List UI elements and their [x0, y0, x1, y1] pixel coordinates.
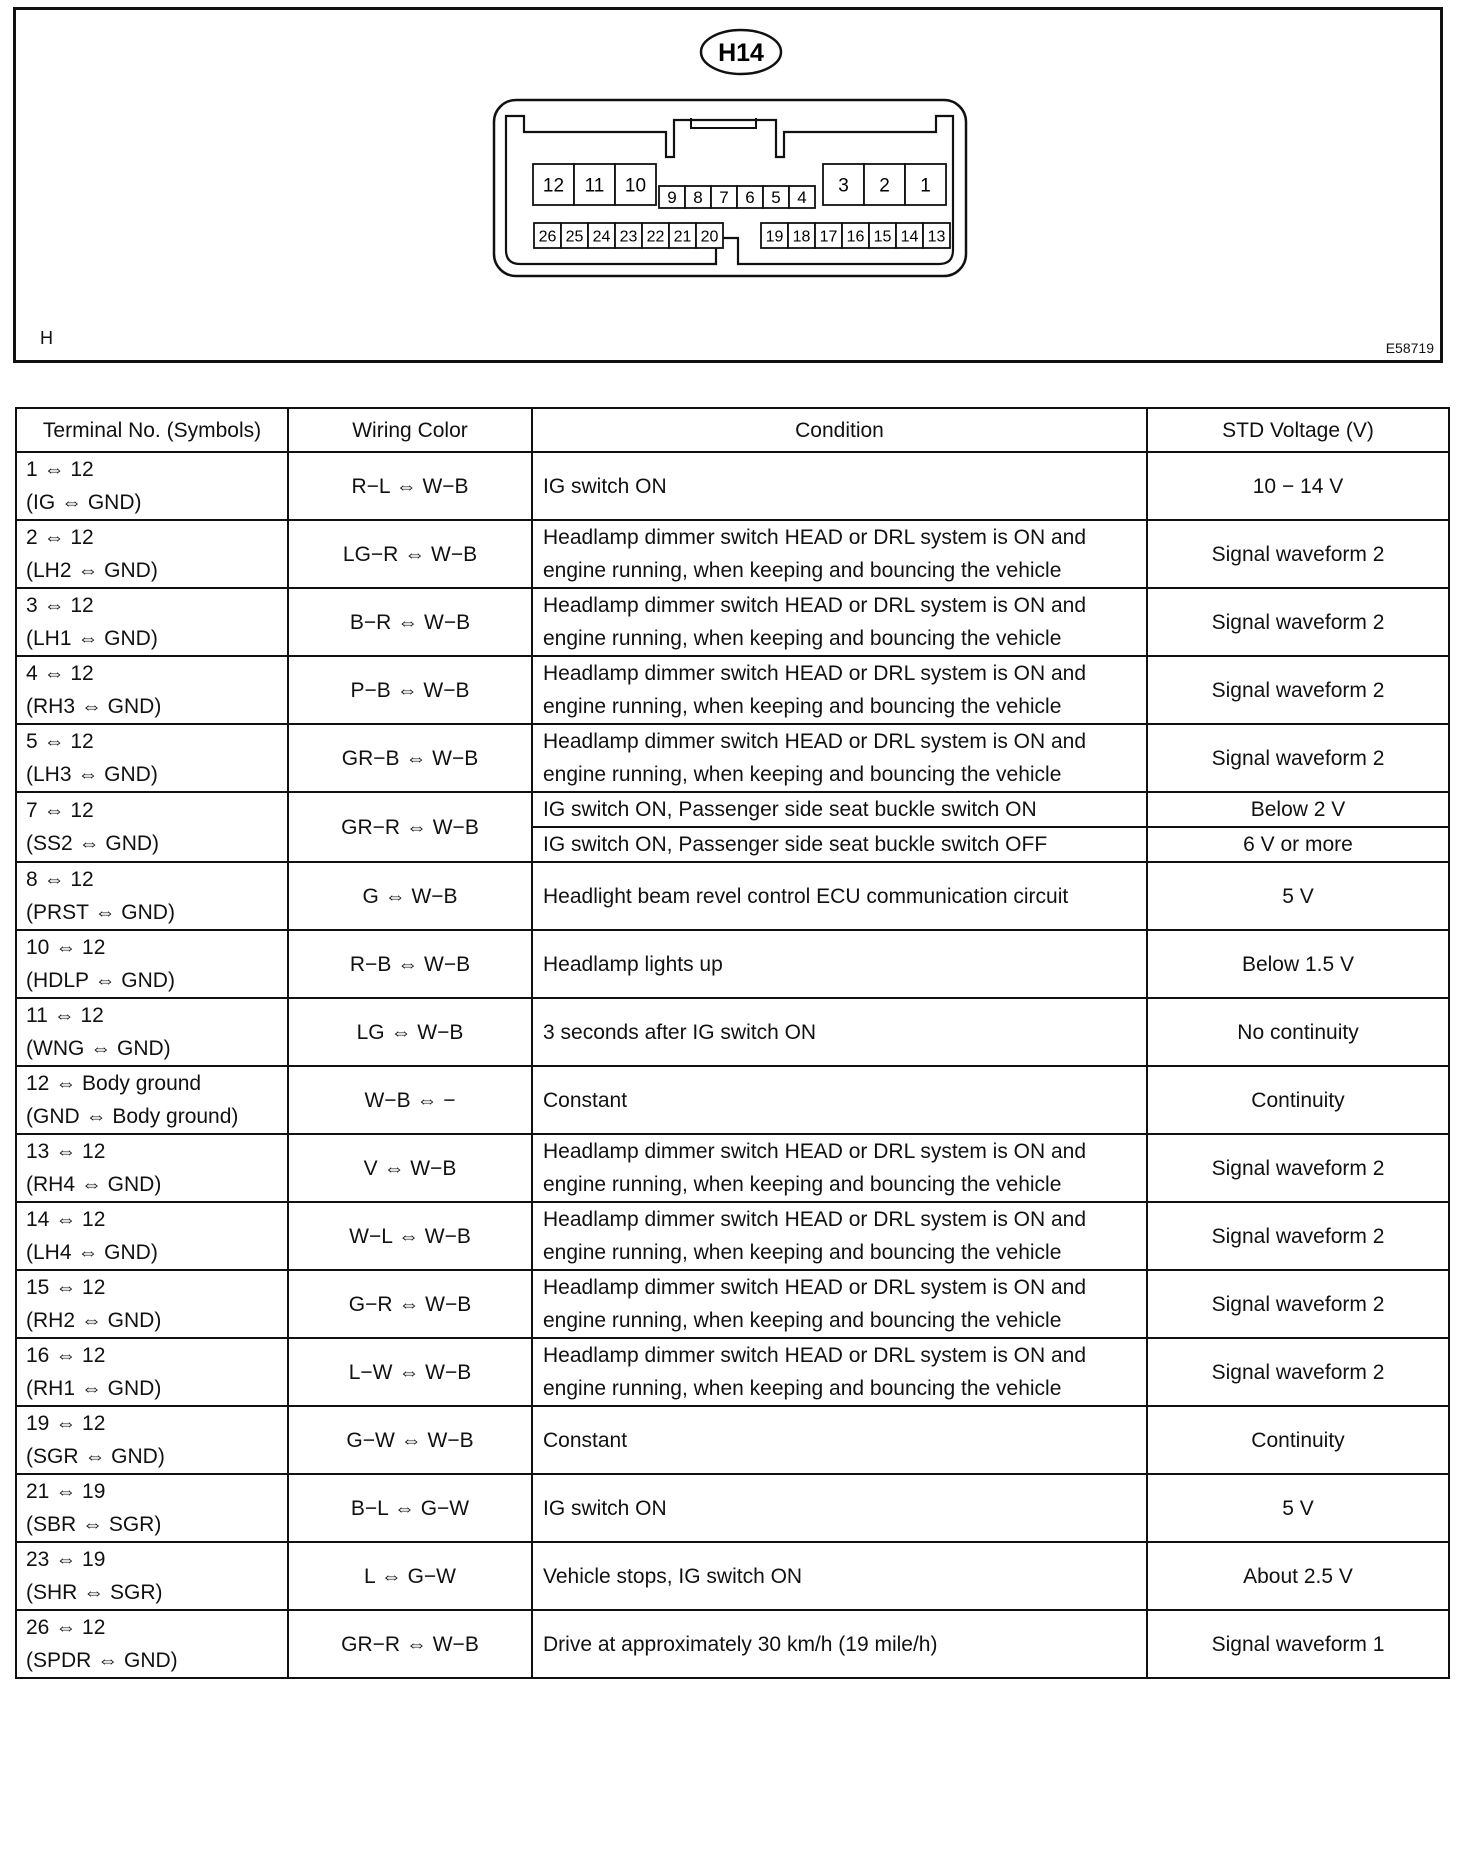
connector-drawing: [16, 10, 1446, 366]
table-body: [16, 452, 1449, 1678]
terminal-pins: 14 ⇔ 12: [26, 1208, 106, 1231]
voltage-cell: 6 V or more: [1147, 827, 1449, 862]
terminal-pins: 1 ⇔ 12: [26, 458, 94, 481]
table-row: [16, 1270, 1449, 1338]
wiring-color-cell: B−R ⇔ W−B: [288, 588, 532, 656]
terminal-cell: [16, 452, 288, 520]
terminal-pins: 15 ⇔ 12: [26, 1276, 106, 1299]
condition-cell: Constant: [532, 1066, 1147, 1134]
condition-cell: IG switch ON, Passenger side seat buckle switch ON: [532, 792, 1147, 827]
pin-number: 14: [900, 228, 919, 246]
table-header-row: [16, 408, 1449, 452]
terminal-cell: [16, 1338, 288, 1406]
wiring-color-cell: GR−B ⇔ W−B: [288, 724, 532, 792]
terminal-symbols: (RH2 ⇔ GND): [26, 1309, 162, 1332]
pin-number: 9: [667, 188, 677, 208]
table-row: [16, 1542, 1449, 1610]
condition-cell: Headlamp lights up: [532, 930, 1147, 998]
condition-cell: Headlamp dimmer switch HEAD or DRL system is ON and engine running, when keeping and bouncing the vehicle: [532, 588, 1147, 656]
header-std-voltage: STD Voltage (V): [1147, 408, 1449, 452]
pin-number: 13: [927, 228, 946, 246]
pin-number: 25: [565, 228, 584, 246]
wiring-color-cell: W−L ⇔ W−B: [288, 1202, 532, 1270]
terminal-pins: 5 ⇔ 12: [26, 730, 94, 753]
wiring-color-cell: LG ⇔ W−B: [288, 998, 532, 1066]
terminal-pins: 13 ⇔ 12: [26, 1140, 106, 1163]
condition-cell: Headlamp dimmer switch HEAD or DRL system is ON and engine running, when keeping and bouncing the vehicle: [532, 1338, 1147, 1406]
terminal-cell: [16, 998, 288, 1066]
voltage-cell: Continuity: [1147, 1066, 1449, 1134]
pin-number: 3: [838, 175, 849, 197]
voltage-cell: Below 1.5 V: [1147, 930, 1449, 998]
terminal-table: [15, 407, 1450, 1679]
table-row: [16, 930, 1449, 998]
wiring-color-cell: P−B ⇔ W−B: [288, 656, 532, 724]
connector-diagram: [13, 7, 1443, 363]
wiring-color-cell: W−B ⇔ −: [288, 1066, 532, 1134]
condition-cell: Headlamp dimmer switch HEAD or DRL system is ON and engine running, when keeping and bouncing the vehicle: [532, 520, 1147, 588]
pin-number: 5: [771, 188, 781, 208]
condition-cell: Headlamp dimmer switch HEAD or DRL system is ON and engine running, when keeping and bouncing the vehicle: [532, 724, 1147, 792]
wiring-color-cell: LG−R ⇔ W−B: [288, 520, 532, 588]
terminal-cell: [16, 1066, 288, 1134]
header-condition: Condition: [532, 408, 1147, 452]
terminal-pins: 10 ⇔ 12: [26, 936, 106, 959]
terminal-symbols: (SHR ⇔ SGR): [26, 1581, 163, 1604]
voltage-cell: Signal waveform 2: [1147, 656, 1449, 724]
wiring-color-cell: R−B ⇔ W−B: [288, 930, 532, 998]
header-terminal: Terminal No. (Symbols): [16, 408, 288, 452]
terminal-cell: [16, 930, 288, 998]
terminal-symbols: (LH4 ⇔ GND): [26, 1241, 158, 1264]
terminal-symbols: (SGR ⇔ GND): [26, 1445, 165, 1468]
terminal-pins: 16 ⇔ 12: [26, 1344, 106, 1367]
wiring-color-cell: G−R ⇔ W−B: [288, 1270, 532, 1338]
table-row: [16, 1474, 1449, 1542]
voltage-cell: 5 V: [1147, 1474, 1449, 1542]
wiring-color-cell: GR−R ⇔ W−B: [288, 1610, 532, 1678]
pin-number: 7: [719, 188, 729, 208]
pin-number: 22: [646, 228, 665, 246]
pin-number: 12: [542, 175, 565, 197]
terminal-pins: 8 ⇔ 12: [26, 868, 94, 891]
pin-number: 24: [592, 228, 611, 246]
condition-cell: Headlight beam revel control ECU communication circuit: [532, 862, 1147, 930]
terminal-symbols: (LH2 ⇔ GND): [26, 559, 158, 582]
terminal-symbols: (LH3 ⇔ GND): [26, 763, 158, 786]
table-row: [16, 1406, 1449, 1474]
pin-number: 21: [673, 228, 692, 246]
wiring-color-cell: G ⇔ W−B: [288, 862, 532, 930]
voltage-cell: Signal waveform 2: [1147, 520, 1449, 588]
terminal-symbols: (SPDR ⇔ GND): [26, 1649, 178, 1672]
table-row: [16, 1134, 1449, 1202]
table-row: [16, 1066, 1449, 1134]
condition-cell: IG switch ON, Passenger side seat buckle switch OFF: [532, 827, 1147, 862]
terminal-symbols: (HDLP ⇔ GND): [26, 969, 175, 992]
pin-number: 11: [584, 175, 605, 197]
table-row: [16, 1338, 1449, 1406]
terminal-symbols: (SS2 ⇔ GND): [26, 832, 160, 855]
voltage-cell: 5 V: [1147, 862, 1449, 930]
voltage-cell: Signal waveform 1: [1147, 1610, 1449, 1678]
figure-id: E58719: [1385, 340, 1434, 356]
table-row: [16, 452, 1449, 520]
voltage-cell: Signal waveform 2: [1147, 724, 1449, 792]
condition-cell: IG switch ON: [532, 1474, 1147, 1542]
terminal-symbols: (RH1 ⇔ GND): [26, 1377, 162, 1400]
connector-label: H14: [718, 39, 764, 67]
wiring-color-cell: R−L ⇔ W−B: [288, 452, 532, 520]
voltage-cell: Signal waveform 2: [1147, 1270, 1449, 1338]
wiring-color-cell: L−W ⇔ W−B: [288, 1338, 532, 1406]
condition-cell: Headlamp dimmer switch HEAD or DRL system is ON and engine running, when keeping and bouncing the vehicle: [532, 656, 1147, 724]
terminal-pins: 7 ⇔ 12: [26, 799, 94, 822]
terminal-pins: 19 ⇔ 12: [26, 1412, 106, 1435]
table-row: [16, 792, 1449, 827]
pin-number: 23: [619, 228, 638, 246]
terminal-cell: [16, 588, 288, 656]
table-row: [16, 724, 1449, 792]
voltage-cell: About 2.5 V: [1147, 1542, 1449, 1610]
pin-number: 10: [624, 175, 647, 197]
terminal-cell: [16, 1134, 288, 1202]
terminal-cell: [16, 1474, 288, 1542]
condition-cell: IG switch ON: [532, 452, 1147, 520]
condition-cell: 3 seconds after IG switch ON: [532, 998, 1147, 1066]
voltage-cell: 10 − 14 V: [1147, 452, 1449, 520]
condition-cell: Vehicle stops, IG switch ON: [532, 1542, 1147, 1610]
condition-cell: Headlamp dimmer switch HEAD or DRL system is ON and engine running, when keeping and bouncing the vehicle: [532, 1270, 1147, 1338]
voltage-cell: Below 2 V: [1147, 792, 1449, 827]
terminal-cell: [16, 1270, 288, 1338]
pin-number: 2: [879, 175, 890, 197]
pin-number: 19: [765, 228, 784, 246]
terminal-cell: [16, 724, 288, 792]
pin-number: 20: [700, 228, 719, 246]
pin-number: 15: [873, 228, 892, 246]
pin-number: 17: [819, 228, 838, 246]
table-row: [16, 656, 1449, 724]
wiring-color-cell: G−W ⇔ W−B: [288, 1406, 532, 1474]
wiring-color-cell: B−L ⇔ G−W: [288, 1474, 532, 1542]
voltage-cell: Continuity: [1147, 1406, 1449, 1474]
voltage-cell: Signal waveform 2: [1147, 1134, 1449, 1202]
table-row: [16, 520, 1449, 588]
terminal-symbols: (WNG ⇔ GND): [26, 1037, 171, 1060]
table-row: [16, 862, 1449, 930]
header-wiring-color: Wiring Color: [288, 408, 532, 452]
terminal-cell: [16, 792, 288, 862]
terminal-symbols: (RH4 ⇔ GND): [26, 1173, 162, 1196]
terminal-cell: [16, 1542, 288, 1610]
terminal-table-wrap: [15, 407, 1448, 1679]
pin-number: 6: [745, 188, 755, 208]
table-row: [16, 1202, 1449, 1270]
terminal-pins: 3 ⇔ 12: [26, 594, 94, 617]
terminal-pins: 23 ⇔ 19: [26, 1548, 106, 1571]
table-row: [16, 1610, 1449, 1678]
pin-number: 8: [693, 188, 703, 208]
voltage-cell: No continuity: [1147, 998, 1449, 1066]
terminal-pins: 21 ⇔ 19: [26, 1480, 106, 1503]
terminal-pins: 2 ⇔ 12: [26, 526, 94, 549]
terminal-cell: [16, 862, 288, 930]
terminal-pins: 26 ⇔ 12: [26, 1616, 106, 1639]
wiring-color-cell: GR−R ⇔ W−B: [288, 792, 532, 862]
wiring-color-cell: V ⇔ W−B: [288, 1134, 532, 1202]
terminal-symbols: (LH1 ⇔ GND): [26, 627, 158, 650]
pin-number: 16: [846, 228, 865, 246]
terminal-cell: [16, 1406, 288, 1474]
condition-cell: Headlamp dimmer switch HEAD or DRL system is ON and engine running, when keeping and bouncing the vehicle: [532, 1202, 1147, 1270]
voltage-cell: Signal waveform 2: [1147, 1338, 1449, 1406]
terminal-symbols: (PRST ⇔ GND): [26, 901, 175, 924]
pin-number: 26: [538, 228, 557, 246]
pin-number: 4: [797, 188, 807, 208]
terminal-cell: [16, 1610, 288, 1678]
terminal-cell: [16, 1202, 288, 1270]
condition-cell: Headlamp dimmer switch HEAD or DRL system is ON and engine running, when keeping and bouncing the vehicle: [532, 1134, 1147, 1202]
terminal-symbols: (SBR ⇔ SGR): [26, 1513, 162, 1536]
pin-number: 18: [792, 228, 811, 246]
voltage-cell: Signal waveform 2: [1147, 1202, 1449, 1270]
terminal-pins: 11 ⇔ 12: [26, 1004, 104, 1027]
condition-cell: Constant: [532, 1406, 1147, 1474]
table-row: [16, 588, 1449, 656]
terminal-symbols: (RH3 ⇔ GND): [26, 695, 162, 718]
table-row: [16, 998, 1449, 1066]
terminal-symbols: (GND ⇔ Body ground): [26, 1105, 239, 1128]
voltage-cell: Signal waveform 2: [1147, 588, 1449, 656]
wiring-color-cell: L ⇔ G−W: [288, 1542, 532, 1610]
diagram-corner-label: H: [40, 328, 53, 348]
terminal-pins: 12 ⇔ Body ground: [26, 1072, 202, 1095]
terminal-cell: [16, 520, 288, 588]
terminal-symbols: (IG ⇔ GND): [26, 491, 142, 514]
condition-cell: Drive at approximately 30 km/h (19 mile/h): [532, 1610, 1147, 1678]
terminal-cell: [16, 656, 288, 724]
pin-number: 1: [920, 175, 931, 197]
terminal-pins: 4 ⇔ 12: [26, 662, 94, 685]
